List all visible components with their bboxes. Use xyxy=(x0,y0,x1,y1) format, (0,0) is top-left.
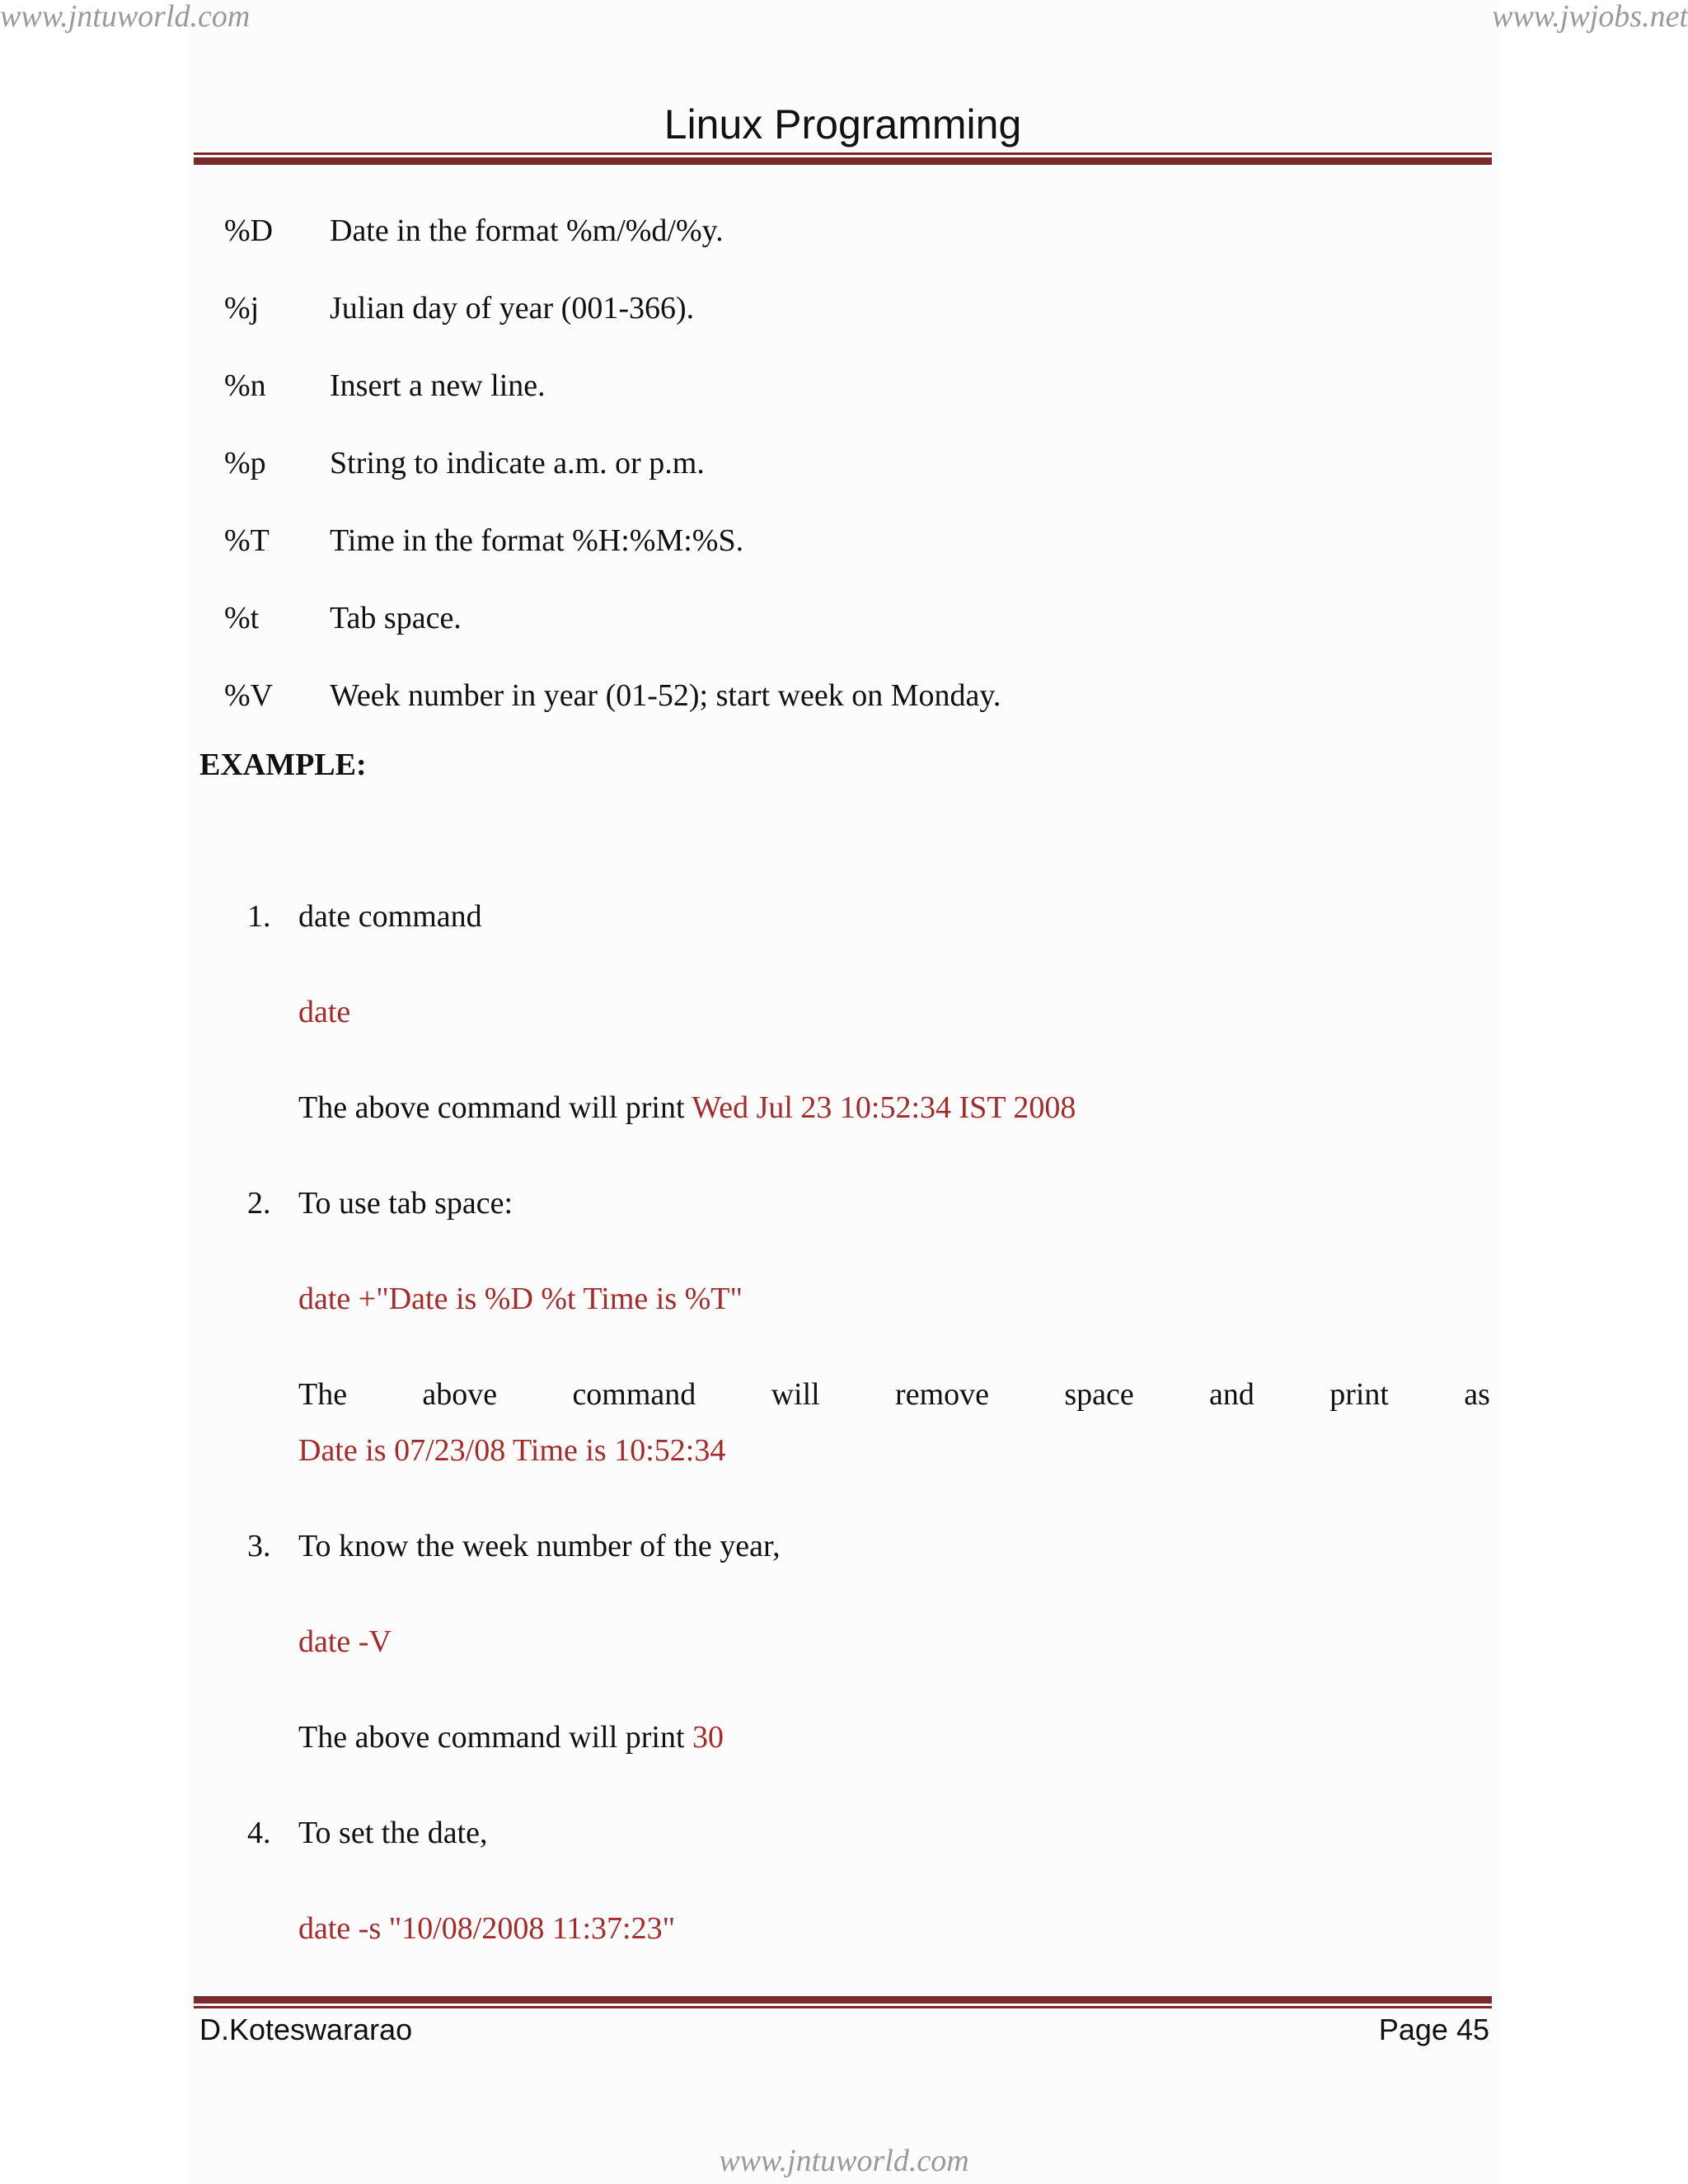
watermark-top-left: www.jntuworld.com xyxy=(0,0,251,34)
result-word: will xyxy=(771,1377,820,1412)
example-number: 4. xyxy=(247,1816,271,1850)
result-word: The xyxy=(298,1377,348,1412)
format-description: Insert a new line. xyxy=(330,368,546,403)
example-result xyxy=(298,1719,724,1755)
result-value: 30 xyxy=(692,1720,724,1755)
example-command: date +"Date is %D %t Time is %T" xyxy=(298,1282,743,1316)
result-prefix: The above command will print xyxy=(298,1090,685,1125)
example-result xyxy=(298,1090,1076,1126)
result-word: command xyxy=(572,1377,696,1412)
format-code: %t xyxy=(224,601,260,635)
example-heading: EXAMPLE: xyxy=(199,748,367,782)
page-header-title: Linux Programming xyxy=(663,101,1022,148)
format-description: Tab space. xyxy=(330,601,462,635)
format-description: String to indicate a.m. or p.m. xyxy=(330,446,705,480)
result-word: as xyxy=(1464,1377,1490,1412)
format-code: %p xyxy=(224,446,266,480)
result-value: Date is 07/23/08 Time is 10:52:34 xyxy=(298,1433,726,1468)
example-number: 3. xyxy=(247,1529,271,1563)
header-rule-thin xyxy=(194,152,1492,155)
example-title: To know the week number of the year, xyxy=(298,1529,781,1563)
footer-rule-thick xyxy=(194,1996,1492,2004)
format-code: %D xyxy=(224,213,274,248)
result-word: space xyxy=(1064,1377,1134,1412)
header-rule-thick xyxy=(194,157,1492,165)
footer-page-number: Page 45 xyxy=(1378,2013,1489,2046)
format-description: Week number in year (01-52); start week on Monday. xyxy=(330,678,1001,713)
footer-author: D.Koteswararao xyxy=(199,2013,413,2046)
watermark-bottom: www.jntuworld.com xyxy=(719,2144,969,2178)
format-description: Julian day of year (001-366). xyxy=(330,291,695,326)
format-code: %j xyxy=(224,291,260,326)
format-description: Time in the format %H:%M:%S. xyxy=(330,523,744,558)
format-code: %T xyxy=(224,523,270,558)
example-command: date xyxy=(298,995,351,1029)
watermark-top-right: www.jwjobs.net xyxy=(1492,0,1688,34)
example-command: date -V xyxy=(298,1624,392,1659)
result-word: above xyxy=(422,1377,498,1412)
result-word: remove xyxy=(895,1377,989,1412)
result-word: print xyxy=(1329,1377,1389,1412)
example-number: 1. xyxy=(247,899,271,934)
footer-rule-thin xyxy=(194,2006,1492,2008)
example-title: date command xyxy=(298,899,482,934)
format-description: Date in the format %m/%d/%y. xyxy=(330,213,724,248)
example-result-justified xyxy=(298,1376,1490,1413)
result-prefix: The above command will print xyxy=(298,1720,685,1755)
example-command: date -s "10/08/2008 11:37:23" xyxy=(298,1911,676,1946)
format-code: %V xyxy=(224,678,274,713)
example-title: To use tab space: xyxy=(298,1186,513,1221)
result-word: and xyxy=(1209,1377,1254,1412)
example-title: To set the date, xyxy=(298,1816,488,1850)
format-code: %n xyxy=(224,368,266,403)
result-value: Wed Jul 23 10:52:34 IST 2008 xyxy=(692,1090,1076,1125)
example-number: 2. xyxy=(247,1186,271,1221)
